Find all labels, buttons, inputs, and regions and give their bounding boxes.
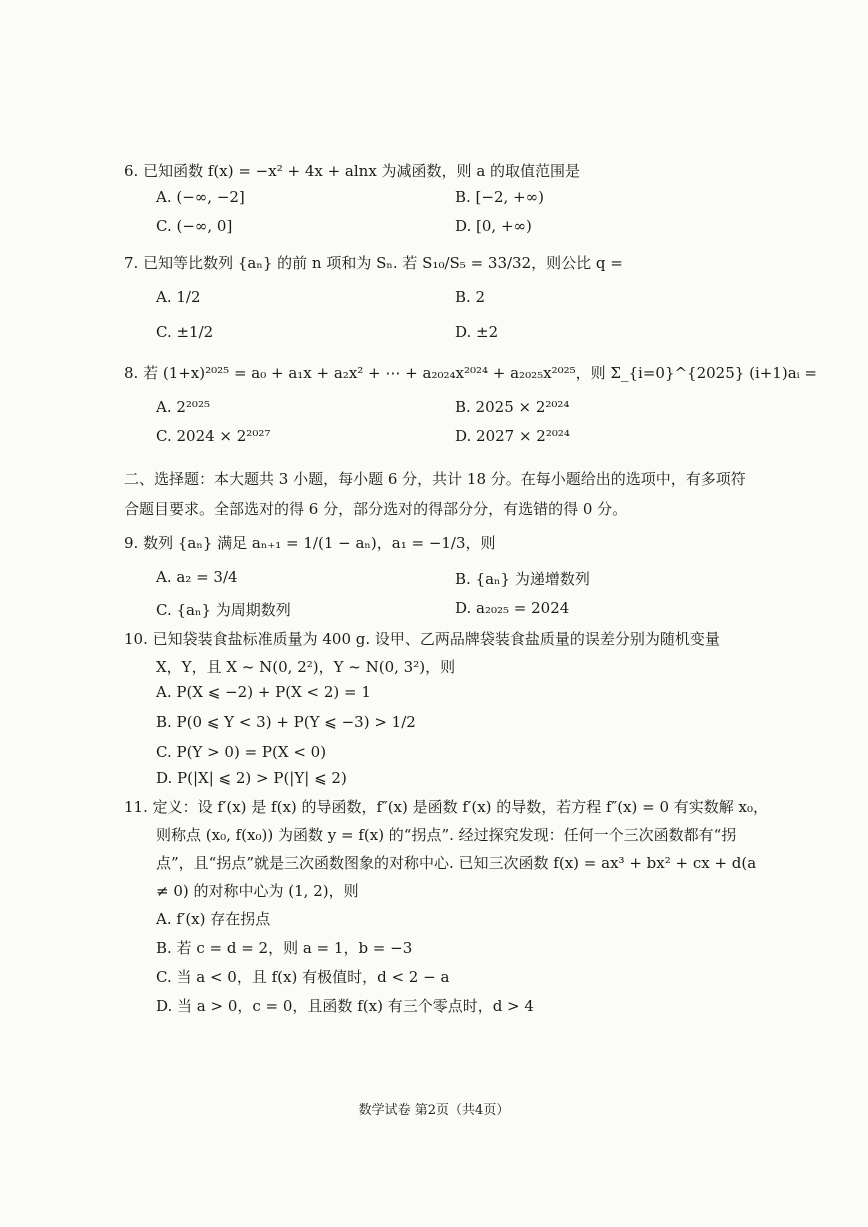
section-2-instructions: 二、选择题：本大题共 3 小题，每小题 6 分，共计 18 分。在每小题给出的选项中，有多项符合题目要求。全部选对的得 6 分，部分选对的得部分分，有选错的得 0 分。 [124,470,746,518]
question-7-stem: 7. 已知等比数列 {aₙ} 的前 n 项和为 Sₙ. 若 S₁₀/S₅ = 33/32，则公比 q = [124,254,623,272]
question-9-option-d: D. a₂₀₂₅ = 2024 [455,599,570,617]
page-footer: 数学试卷 第2页（共4页） [358,1103,510,1118]
question-6-option-d: D. [0, +∞) [455,217,532,235]
question-10-option-d: D. P(|X| ⩽ 2) > P(|Y| ⩽ 2) [156,769,347,787]
question-9-option-a: A. a₂ = 3/4 [156,568,238,586]
question-9-option-b: B. {aₙ} 为递增数列 [455,570,590,588]
question-6-option-c: C. (−∞, 0] [156,217,233,235]
question-10-option-b: B. P(0 ⩽ Y < 3) + P(Y ⩽ −3) > 1/2 [156,713,416,731]
question-11-option-a: A. f′(x) 存在拐点 [156,910,271,928]
question-7-option-b: B. 2 [455,288,486,306]
question-8-option-a: A. 2²⁰²⁵ [156,398,210,416]
question-7-option-d: D. ±2 [455,323,499,341]
question-10-option-c: C. P(Y > 0) = P(X < 0) [156,743,327,761]
question-11-option-c: C. 当 a < 0，且 f(x) 有极值时，d < 2 − a [156,968,450,986]
question-8-option-b: B. 2025 × 2²⁰²⁴ [455,398,570,416]
question-11-option-d: D. 当 a > 0，c = 0，且函数 f(x) 有三个零点时，d > 4 [156,997,534,1015]
question-11-line-3: 点”，且“拐点”就是三次函数图象的对称中心. 已知三次函数 f(x) = ax³ + bx² + cx + d(a [156,854,757,872]
question-9-option-c: C. {aₙ} 为周期数列 [156,601,291,619]
question-11-line-4: ≠ 0) 的对称中心为 (1, 2)，则 [156,882,359,900]
question-6-option-a: A. (−∞, −2] [156,188,245,206]
question-8-option-d: D. 2027 × 2²⁰²⁴ [455,427,570,445]
question-11-line-2: 则称点 (x₀, f(x₀)) 为函数 y = f(x) 的“拐点”. 经过探究发现：任何一个三次函数都有“拐 [156,826,737,844]
question-6-stem: 6. 已知函数 f(x) = −x² + 4x + alnx 为减函数，则 a 的取值范围是 [124,162,581,180]
question-7-option-a: A. 1/2 [156,288,201,306]
question-7-option-c: C. ±1/2 [156,323,214,341]
question-10-stem-continued: X，Y，且 X ~ N(0, 2²)，Y ~ N(0, 3²)，则 [156,658,456,676]
question-10-option-a: A. P(X ⩽ −2) + P(X < 2) = 1 [156,683,371,701]
question-10-stem: 10. 已知袋装食盐标准质量为 400 g. 设甲、乙两品牌袋装食盐质量的误差分别为随机变量 [124,630,720,648]
question-11-line-1: 11. 定义：设 f′(x) 是 f(x) 的导函数，f″(x) 是函数 f′(x) 的导数，若方程 f″(x) = 0 有实数解 x₀， [124,798,769,816]
question-9-stem: 9. 数列 {aₙ} 满足 aₙ₊₁ = 1/(1 − aₙ)，a₁ = −1/3，则 [124,534,496,552]
question-11-option-b: B. 若 c = d = 2，则 a = 1，b = −3 [156,939,413,957]
question-8-option-c: C. 2024 × 2²⁰²⁷ [156,427,271,445]
question-8-stem: 8. 若 (1+x)²⁰²⁵ = a₀ + a₁x + a₂x² + ⋯ + a₂₀₂₄x²⁰²⁴ + a₂₀₂₅x²⁰²⁵，则 Σ_{i=0}^{2025} (i+1)aᵢ = [124,364,817,382]
question-6-option-b: B. [−2, +∞) [455,188,544,206]
